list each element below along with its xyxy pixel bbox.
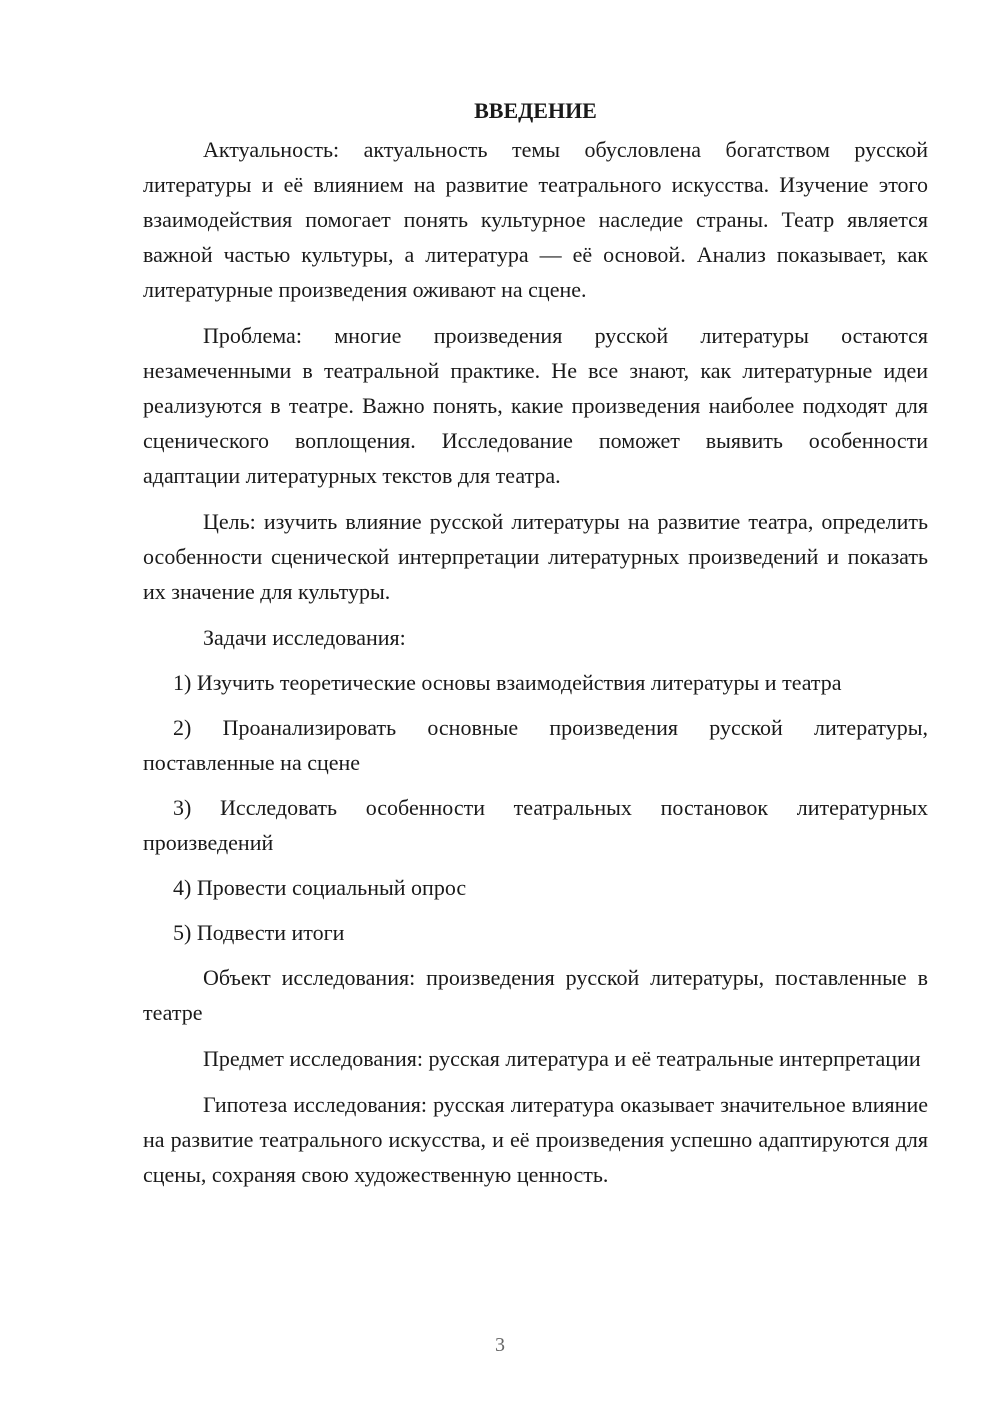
task-item-4: 4) Провести социальный опрос bbox=[173, 875, 467, 900]
goal-paragraph: Цель: изучить влияние русской литературы на развитие театра, определить особенности сценической интерпретации литературных произведений и показать их значение для культуры. bbox=[143, 509, 928, 604]
relevance-paragraph: Актуальность: актуальность темы обусловлена богатством русской литературы и её влиянием на развитие театрального искусства. Изучение этого взаимодействия помогает понять культурное наследие страны. Театр является важной частью культуры, а литература — её основой. Анализ показывает, как литературные произведения оживают на сцене. bbox=[143, 137, 928, 302]
task-item-1: 1) Изучить теоретические основы взаимодействия литературы и театра bbox=[173, 670, 842, 695]
page-title: ВВЕДЕНИЕ bbox=[474, 98, 597, 123]
hypothesis-paragraph: Гипотеза исследования: русская литература оказывает значительное влияние на развитие театрального искусства, и её произведения успешно адаптируются для сцены, сохраняя свою художественную ценность. bbox=[143, 1092, 928, 1187]
object-paragraph: Объект исследования: произведения русской литературы, поставленные в театре bbox=[143, 965, 928, 1025]
task-item-3: 3) Исследовать особенности театральных постановок литературных произведений bbox=[143, 795, 928, 855]
document-page bbox=[143, 96, 928, 1203]
tasks-list bbox=[143, 665, 928, 950]
page-number: 3 bbox=[495, 1334, 505, 1356]
tasks-title: Задачи исследования: bbox=[203, 625, 406, 650]
task-item-2: 2) Проанализировать основные произведения русской литературы, поставленные на сцене bbox=[143, 715, 928, 775]
subject-paragraph: Предмет исследования: русская литература и её театральные интерпретации bbox=[203, 1046, 921, 1071]
problem-paragraph: Проблема: многие произведения русской литературы остаются незамеченными в театральной практике. Не все знают, как литературные идеи реализуются в театре. Важно понять, какие произведения наиболее подходят для сценического воплощения. Исследование поможет выявить особенности адаптации литературных текстов для театра. bbox=[143, 323, 928, 488]
task-item-5: 5) Подвести итоги bbox=[173, 920, 345, 945]
